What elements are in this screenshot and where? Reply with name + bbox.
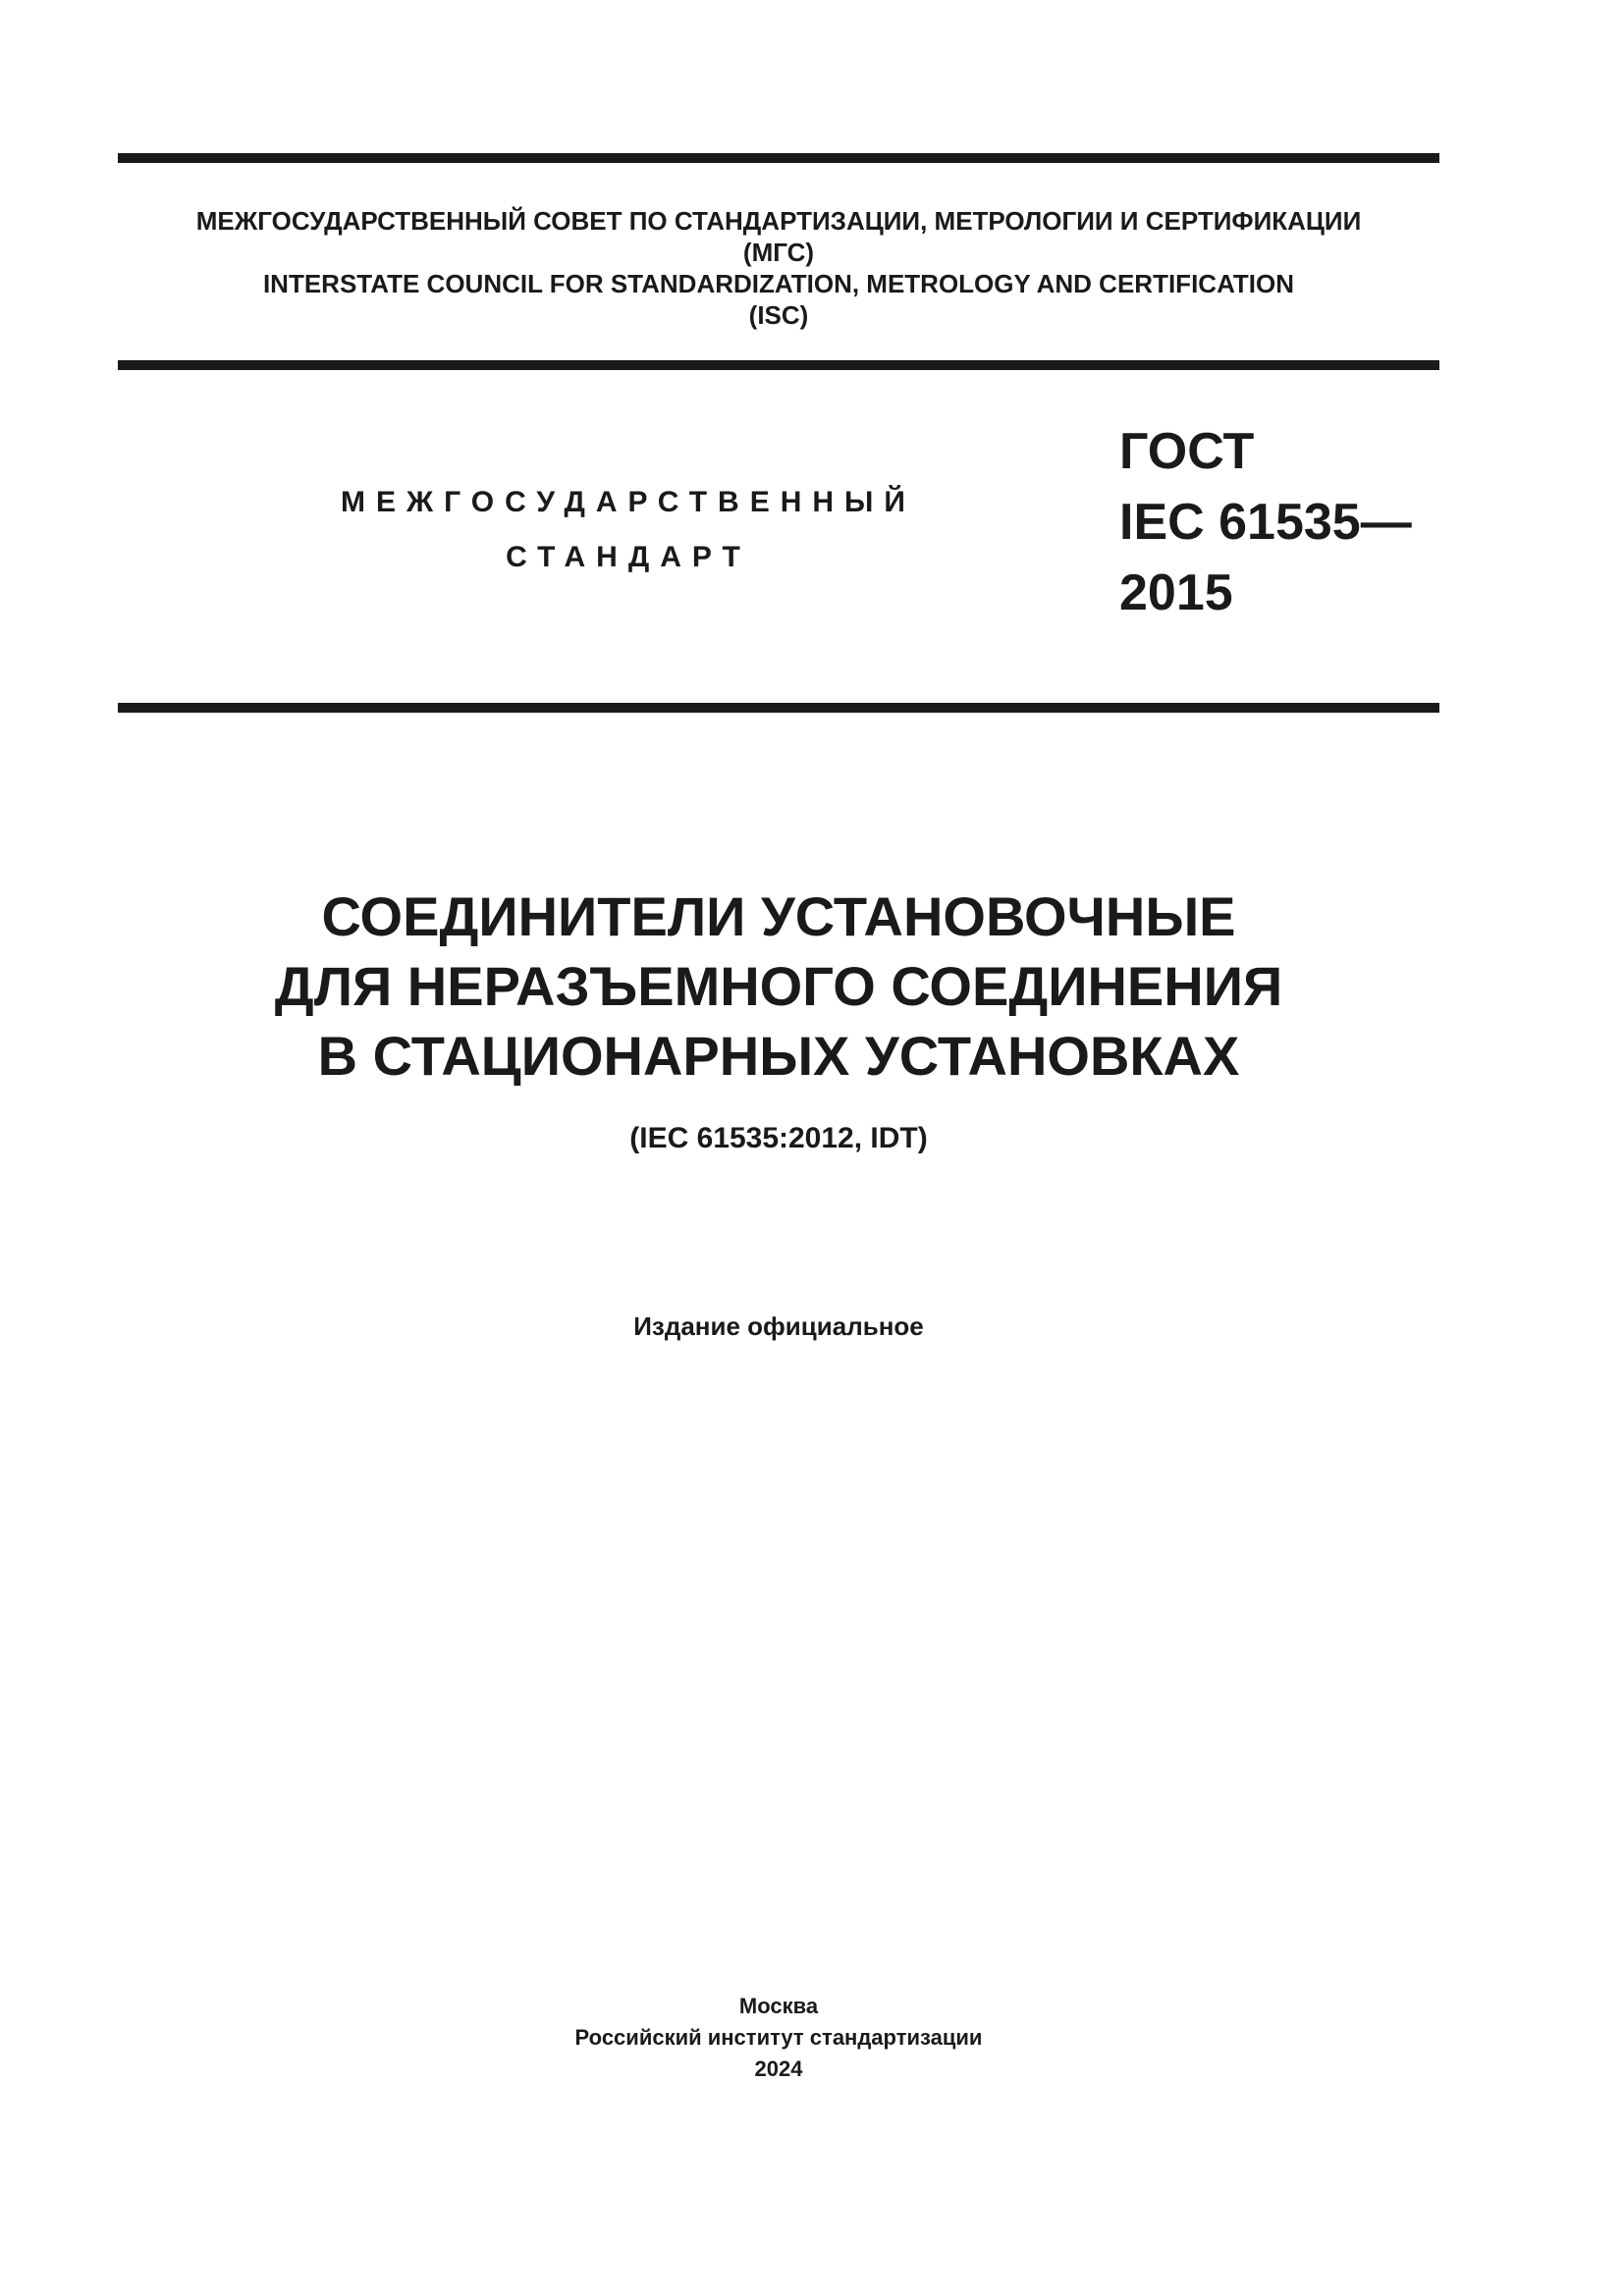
standard-type-line1: МЕЖГОСУДАРСТВЕННЫЙ: [341, 486, 916, 518]
standard-number-year: 2015: [1119, 564, 1233, 621]
iec-reference: (IEC 61535:2012, IDT): [629, 1122, 928, 1154]
council-name-en: INTERSTATE COUNCIL FOR STANDARDIZATION, METROLOGY AND CERTIFICATION: [262, 269, 1295, 298]
standard-number: [1119, 416, 1443, 628]
council-abbr-en: (ISC): [748, 300, 809, 330]
title-line3: В СТАЦИОНАРНЫХ УСТАНОВКАХ: [317, 1025, 1240, 1087]
standard-type-line2: СТАНДАРТ: [506, 541, 751, 573]
council-abbr-ru: (МГС): [742, 238, 815, 267]
standard-number-prefix: ГОСТ: [1119, 423, 1255, 480]
header-bottom-rule: [118, 703, 1439, 713]
imprint-city: Москва: [738, 1994, 819, 2018]
standard-number-code: IEC 61535—: [1119, 494, 1412, 551]
top-rule: [118, 153, 1439, 163]
council-name-ru: МЕЖГОСУДАРСТВЕННЫЙ СОВЕТ ПО СТАНДАРТИЗАЦИИ, МЕТРОЛОГИИ И СЕРТИФИКАЦИИ: [195, 206, 1362, 236]
standard-type: [295, 475, 962, 585]
imprint: [118, 1991, 1439, 2085]
imprint-year: 2024: [754, 2056, 803, 2081]
council-header: [118, 205, 1439, 331]
edition-note: Издание официальное: [633, 1311, 924, 1341]
council-divider-rule: [118, 360, 1439, 370]
imprint-publisher: Российский институт стандартизации: [574, 2025, 983, 2050]
title-line1: СОЕДИНИТЕЛИ УСТАНОВОЧНЫЕ: [321, 885, 1236, 947]
document-title: [118, 881, 1439, 1091]
title-line2: ДЛЯ НЕРАЗЪЕМНОГО СОЕДИНЕНИЯ: [274, 955, 1283, 1017]
